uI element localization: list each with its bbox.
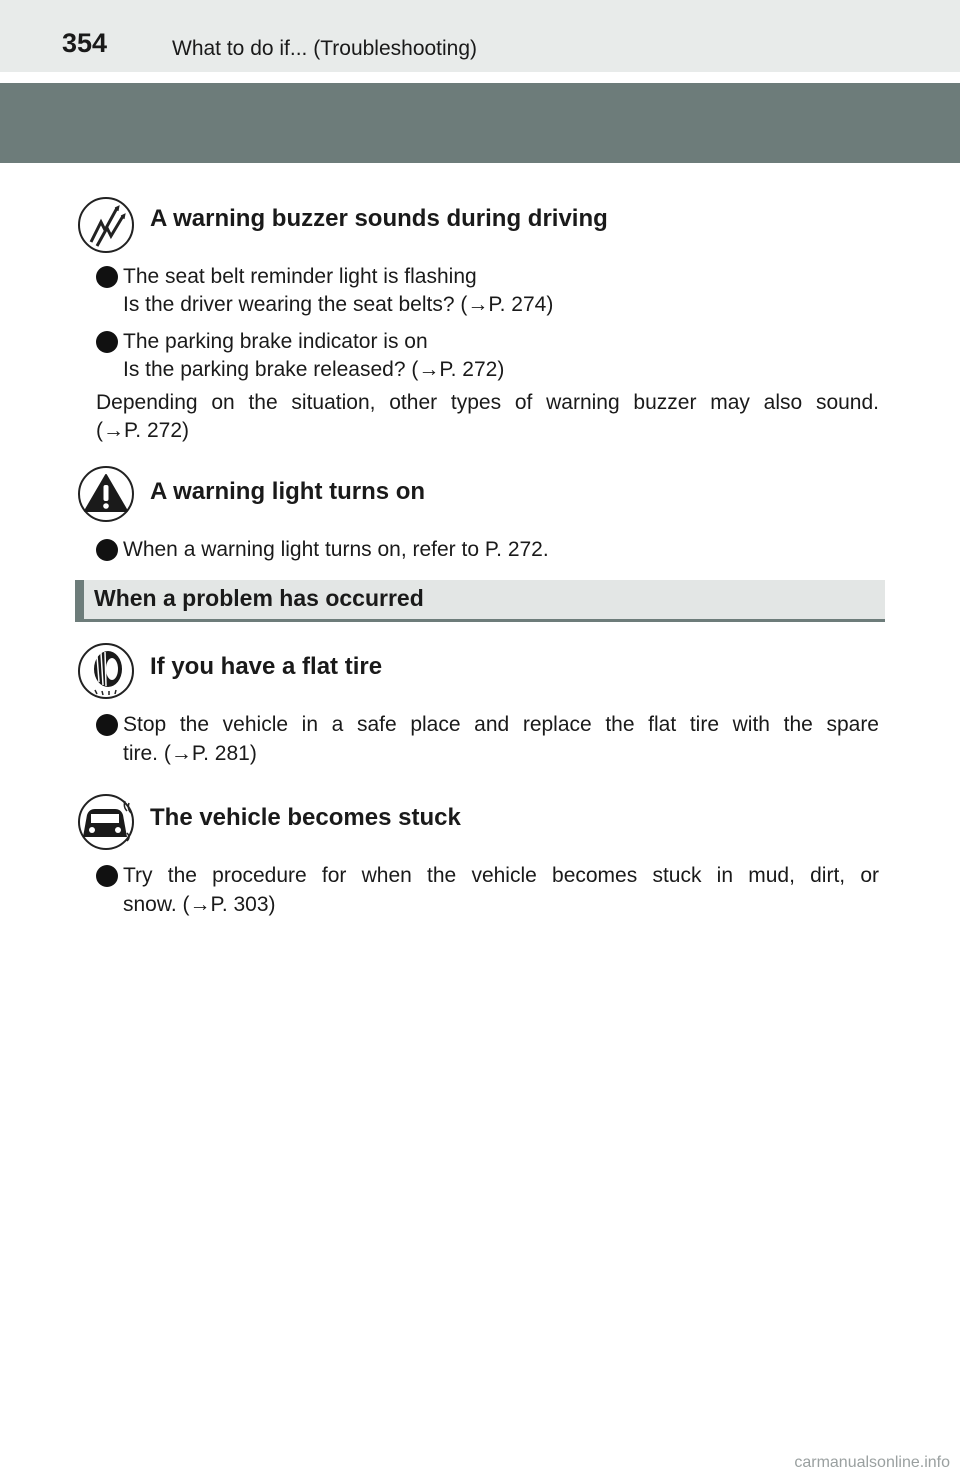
watermark: carmanualsonline.info — [794, 1454, 950, 1471]
stuck-vehicle-icon — [77, 793, 135, 851]
page-header — [0, 0, 960, 72]
stuck-heading: The vehicle becomes stuck — [150, 804, 461, 831]
stuck-item-line1: Try the procedure for when the vehicle becomes stuck in mud, dirt, or — [123, 864, 879, 887]
buzzer-item-1-line2: Is the driver wearing the seat belts? (→P. 274) — [123, 293, 554, 316]
stuck-item-line2: snow. (→P. 303) — [123, 893, 276, 916]
buzzer-item-2-line1: The parking brake indicator is on — [123, 330, 428, 353]
section-bar-title: When a problem has occurred — [94, 585, 424, 611]
warning-triangle-icon — [77, 465, 135, 523]
buzzer-icon — [77, 196, 135, 254]
flat-tire-item-line1: Stop the vehicle in a safe place and replace the flat tire with the spare — [123, 713, 879, 736]
chapter-title: What to do if... (Troubleshooting) — [172, 37, 478, 60]
bullet-icon — [96, 539, 118, 561]
warning-light-heading: A warning light turns on — [150, 478, 426, 505]
buzzer-item-2-line2: Is the parking brake released? (→P. 272) — [123, 358, 505, 381]
bullet-icon — [96, 331, 118, 353]
flat-tire-item-line2: tire. (→P. 281) — [123, 742, 257, 765]
page-number: 354 — [62, 28, 108, 58]
section-bar-accent — [75, 580, 84, 622]
warning-light-item: When a warning light turns on, refer to P. 272. — [123, 538, 549, 561]
header-band — [0, 83, 960, 163]
buzzer-heading: A warning buzzer sounds during driving — [150, 205, 608, 232]
tire-icon — [77, 642, 135, 700]
buzzer-note-line2: (→P. 272) — [96, 419, 189, 442]
flat-tire-heading: If you have a flat tire — [150, 653, 383, 680]
section-bar — [75, 580, 885, 622]
bullet-icon — [96, 714, 118, 736]
bullet-icon — [96, 266, 118, 288]
buzzer-item-1-line1: The seat belt reminder light is flashing — [123, 265, 477, 288]
buzzer-note-line1: Depending on the situation, other types of warning buzzer may also sound. — [96, 391, 879, 414]
bullet-icon — [96, 865, 118, 887]
